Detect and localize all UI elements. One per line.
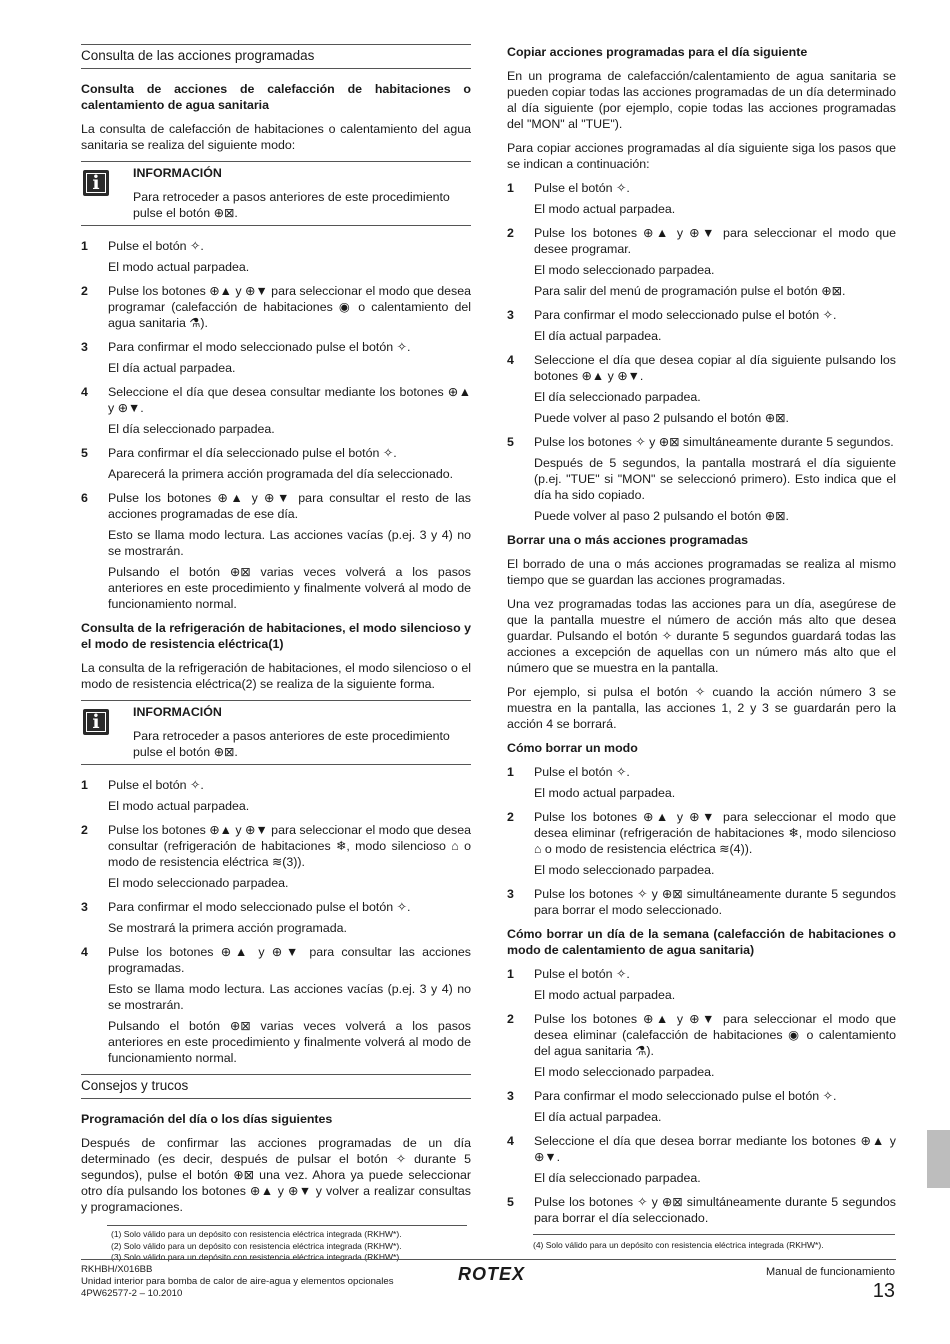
footnote: (1) Solo válido para un depósito con resistencia eléctrica integrada (RKHW*). bbox=[111, 1229, 402, 1239]
step-number: 3 bbox=[507, 1089, 514, 1103]
step-item bbox=[81, 238, 471, 275]
step-text: Pulse los botones ⊕▲ y ⊕▼ para consultar las acciones programadas. bbox=[108, 945, 471, 975]
step-number: 2 bbox=[81, 284, 88, 298]
step-number: 3 bbox=[507, 308, 514, 322]
step-text: Pulse los botones ⊕▲ y ⊕▼ para seleccionar el modo que desea consultar (refrigeración de habitaciones ❄, modo silencioso ⌂ o modo de resistencia eléctrica ≋(3)). bbox=[108, 823, 471, 869]
footnote: (3) Solo válido para un depósito con resistencia eléctrica integrada (RKHW*). bbox=[111, 1252, 402, 1262]
step-text: El modo actual parpadea. bbox=[534, 786, 676, 800]
step-text: Seleccione el día que desea borrar mediante los botones ⊕▲ y ⊕▼. bbox=[534, 1134, 896, 1164]
info-icon: i bbox=[83, 170, 109, 196]
step-text: Esto se llama modo lectura. Las acciones vacías (p.ej. 3 y 4) no se mostrarán. bbox=[108, 528, 471, 558]
step-list bbox=[507, 180, 896, 524]
step-number: 1 bbox=[81, 778, 88, 792]
step-text: Seleccione el día que desea consultar mediante los botones ⊕▲ y ⊕▼. bbox=[108, 385, 471, 415]
subheading: Consulta de la refrigeración de habitaciones, el modo silencioso y el modo de resistencia eléctrica(1) bbox=[81, 621, 471, 651]
step-list bbox=[507, 966, 896, 1226]
step-text: Seleccione el día que desea copiar al día siguiente pulsando los botones ⊕▲ y ⊕▼. bbox=[534, 353, 896, 383]
info-box bbox=[81, 700, 471, 765]
footer-info bbox=[81, 1264, 394, 1300]
step-text: Pulse el botón ✧. bbox=[108, 239, 204, 253]
step-text: Esto se llama modo lectura. Las acciones vacías (p.ej. 3 y 4) no se mostrarán. bbox=[108, 982, 471, 1012]
step-number: 1 bbox=[81, 239, 88, 253]
step-item bbox=[507, 764, 896, 801]
step-text: El modo seleccionado parpadea. bbox=[534, 1065, 715, 1079]
page-number: 13 bbox=[872, 1280, 895, 1302]
step-list bbox=[507, 764, 896, 918]
info-title: INFORMACIÓN bbox=[133, 705, 222, 719]
page-tab-marker bbox=[927, 1130, 950, 1188]
document-code: 4PW62577-2 – 10.2010 bbox=[81, 1288, 183, 1299]
info-title: INFORMACIÓN bbox=[133, 166, 222, 180]
step-text: Pulse el botón ✧. bbox=[534, 181, 630, 195]
step-number: 3 bbox=[81, 900, 88, 914]
paragraph: Para copiar acciones programadas al día siguiente siga los pasos que se indican a continuación: bbox=[507, 141, 896, 171]
step-text: El día seleccionado parpadea. bbox=[108, 422, 275, 436]
step-number: 5 bbox=[507, 435, 514, 449]
paragraph: En un programa de calefacción/calentamiento de agua sanitaria se pueden copiar todas las acciones programadas de un día determinado al día siguiente (por ejemplo, copie todas las acciones programadas del "MON" al "TUE"). bbox=[507, 69, 896, 131]
step-text: Pulse los botones ⊕▲ y ⊕▼ para consultar el resto de las acciones programadas de ese día. bbox=[108, 491, 471, 521]
step-item bbox=[507, 886, 896, 918]
subheading: Cómo borrar un día de la semana (calefacción de habitaciones o modo de calentamiento de agua sanitaria) bbox=[507, 927, 896, 957]
footer-right bbox=[765, 1264, 895, 1302]
product-description: Unidad interior para bomba de calor de aire-agua y elementos opcionales bbox=[81, 1276, 394, 1287]
step-text: El modo actual parpadea. bbox=[534, 202, 676, 216]
step-text: Pulse los botones ✧ y ⊕⊠ simultáneamente durante 5 segundos para borrar el modo seleccionado. bbox=[534, 887, 896, 917]
paragraph: El borrado de una o más acciones programadas se realiza al mismo tiempo que se guardan las acciones programadas. bbox=[507, 557, 896, 587]
step-item bbox=[507, 1088, 896, 1125]
left-column bbox=[81, 44, 471, 1264]
step-text: El modo seleccionado parpadea. bbox=[108, 876, 289, 890]
step-number: 5 bbox=[507, 1195, 514, 1209]
step-number: 1 bbox=[507, 181, 514, 195]
step-item bbox=[507, 1133, 896, 1186]
subheading: Copiar acciones programadas para el día siguiente bbox=[507, 45, 808, 59]
step-list bbox=[81, 777, 471, 1066]
step-item bbox=[507, 180, 896, 217]
paragraph: Por ejemplo, si pulsa el botón ✧ cuando la acción número 3 se muestra en la pantalla, las acciones 1, 2 y 3 se guardarán pero la acción 4 se borrará. bbox=[507, 685, 896, 731]
info-text: Para retroceder a pasos anteriores de este procedimiento pulse el botón ⊕⊠. bbox=[133, 190, 450, 220]
step-text: Pulse los botones ⊕▲ y ⊕▼ para seleccionar el modo que desea programar (calefacción de habitaciones ◉ o calentamiento del agua sanitaria ⚗). bbox=[108, 284, 471, 330]
step-text: El modo actual parpadea. bbox=[108, 260, 250, 274]
step-text: El día actual parpadea. bbox=[534, 1110, 662, 1124]
step-text: Para confirmar el modo seleccionado pulse el botón ✧. bbox=[108, 340, 411, 354]
step-text: El modo actual parpadea. bbox=[108, 799, 250, 813]
step-text: Pulse el botón ✧. bbox=[108, 778, 204, 792]
step-number: 5 bbox=[81, 446, 88, 460]
paragraph: La consulta de la refrigeración de habitaciones, el modo silencioso o el modo de resistencia eléctrica(2) se realiza de la siguiente forma. bbox=[81, 661, 471, 691]
step-number: 3 bbox=[507, 887, 514, 901]
step-number: 4 bbox=[507, 1134, 514, 1148]
step-text: Para confirmar el modo seleccionado pulse el botón ✧. bbox=[534, 1089, 837, 1103]
step-item bbox=[81, 283, 471, 331]
right-column bbox=[507, 44, 896, 1251]
step-text: El día seleccionado parpadea. bbox=[534, 1171, 701, 1185]
section-title: Consejos y trucos bbox=[81, 1074, 471, 1099]
footnote: (2) Solo válido para un depósito con resistencia eléctrica integrada (RKHW*). bbox=[111, 1240, 402, 1251]
step-item bbox=[81, 899, 471, 936]
step-text: El modo seleccionado parpadea. bbox=[534, 263, 715, 277]
step-text: Puede volver al paso 2 pulsando el botón ⊕⊠. bbox=[534, 509, 789, 523]
step-number: 1 bbox=[507, 967, 514, 981]
subheading: Borrar una o más acciones programadas bbox=[507, 533, 749, 547]
info-box bbox=[81, 161, 471, 226]
step-text: Puede volver al paso 2 pulsando el botón ⊕⊠. bbox=[534, 411, 789, 425]
step-text: Para confirmar el día seleccionado pulse el botón ✧. bbox=[108, 446, 397, 460]
step-number: 4 bbox=[507, 353, 514, 367]
step-number: 4 bbox=[81, 945, 88, 959]
rotex-logo: ROTEX bbox=[458, 1264, 526, 1284]
step-text: Pulsando el botón ⊕⊠ varias veces volverá a los pasos anteriores en este procedimiento y finalmente volverá al modo de funcionamiento normal. bbox=[108, 565, 471, 611]
step-text: Después de 5 segundos, la pantalla mostrará el día siguiente (p.ej. "TUE" si "MON" se seleccionó primero). Esto indica que el día ha sido copiado. bbox=[534, 456, 896, 502]
step-list bbox=[81, 238, 471, 612]
step-item bbox=[507, 966, 896, 1003]
step-text: Pulse los botones ✧ y ⊕⊠ simultáneamente durante 5 segundos para borrar el día seleccionado. bbox=[534, 1195, 896, 1225]
step-number: 3 bbox=[81, 340, 88, 354]
step-text: Pulsando el botón ⊕⊠ varias veces volverá a los pasos anteriores en este procedimiento y finalmente volverá al modo de funcionamiento normal. bbox=[108, 1019, 471, 1065]
step-item bbox=[81, 777, 471, 814]
step-text: El día seleccionado parpadea. bbox=[534, 390, 701, 404]
paragraph: Una vez programadas todas las acciones para un día, asegúrese de que la pantalla muestre el número de acción más alto que desea guardar. Pulsando el botón ✧ durante 5 segundos guardará todas las acciones a excepción de aquellas con un número más alto que el número que se muestra en la pantalla. bbox=[507, 597, 896, 675]
step-item bbox=[81, 822, 471, 891]
step-text: Pulse los botones ⊕▲ y ⊕▼ para seleccionar el modo que desea eliminar (calefacción de habitaciones ◉ o calentamiento del agua sanitaria ⚗). bbox=[534, 1012, 896, 1058]
step-text: Para salir del menú de programación pulse el botón ⊕⊠. bbox=[534, 284, 846, 298]
footer-divider bbox=[81, 1259, 896, 1260]
info-icon: i bbox=[83, 709, 109, 735]
paragraph: La consulta de calefacción de habitaciones o calentamiento del agua sanitaria se realiza del siguiente modo: bbox=[81, 122, 471, 152]
step-number: 2 bbox=[507, 810, 514, 824]
step-number: 2 bbox=[81, 823, 88, 837]
step-item bbox=[507, 225, 896, 299]
step-item bbox=[507, 307, 896, 344]
step-text: Para confirmar el modo seleccionado pulse el botón ✧. bbox=[108, 900, 411, 914]
step-item bbox=[81, 384, 471, 437]
manual-title: Manual de funcionamiento bbox=[765, 1266, 895, 1278]
footnote: (4) Solo válido para un depósito con resistencia eléctrica integrada (RKHW*). bbox=[533, 1234, 895, 1251]
info-text: Para retroceder a pasos anteriores de este procedimiento pulse el botón ⊕⊠. bbox=[133, 729, 450, 759]
step-text: El modo seleccionado parpadea. bbox=[534, 863, 715, 877]
step-number: 4 bbox=[81, 385, 88, 399]
step-item bbox=[81, 339, 471, 376]
step-number: 2 bbox=[507, 226, 514, 240]
step-item bbox=[81, 445, 471, 482]
step-item bbox=[81, 490, 471, 612]
step-text: Pulse los botones ⊕▲ y ⊕▼ para seleccionar el modo que desea eliminar (refrigeración de habitaciones ❄, modo silencioso ⌂ o modo de resistencia eléctrica ≋(4)). bbox=[534, 810, 896, 856]
footnotes bbox=[107, 1225, 467, 1264]
section-title: Consulta de las acciones programadas bbox=[81, 44, 471, 69]
step-item bbox=[81, 944, 471, 1066]
subheading: Cómo borrar un modo bbox=[507, 741, 638, 755]
step-text: Pulse los botones ✧ y ⊕⊠ simultáneamente durante 5 segundos. bbox=[534, 435, 894, 449]
step-text: Pulse los botones ⊕▲ y ⊕▼ para seleccionar el modo que desee programar. bbox=[534, 226, 896, 256]
step-number: 6 bbox=[81, 491, 88, 505]
step-item bbox=[507, 1011, 896, 1080]
step-text: Se mostrará la primera acción programada. bbox=[108, 921, 347, 935]
step-item bbox=[507, 1194, 896, 1226]
step-number: 2 bbox=[507, 1012, 514, 1026]
step-number: 1 bbox=[507, 765, 514, 779]
step-text: El modo actual parpadea. bbox=[534, 988, 676, 1002]
step-text: Pulse el botón ✧. bbox=[534, 765, 630, 779]
step-item bbox=[507, 434, 896, 524]
step-item bbox=[507, 809, 896, 878]
paragraph: Después de confirmar las acciones programadas de un día determinado (es decir, después de pulsar el botón ✧ durante 5 segundos), pulse el botón ⊕⊠ una vez. Ahora ya puede seleccionar otro día pulsando los botones ⊕▲ y ⊕▼ y volver a realizar consultas y programaciones. bbox=[81, 1136, 471, 1214]
subheading: Consulta de acciones de calefacción de habitaciones o calentamiento de agua sanitaria bbox=[81, 82, 471, 112]
step-text: El día actual parpadea. bbox=[534, 329, 662, 343]
step-text: Aparecerá la primera acción programada del día seleccionado. bbox=[108, 467, 454, 481]
step-text: El día actual parpadea. bbox=[108, 361, 236, 375]
step-text: Pulse el botón ✧. bbox=[534, 967, 630, 981]
step-text: Para confirmar el modo seleccionado pulse el botón ✧. bbox=[534, 308, 837, 322]
step-item bbox=[507, 352, 896, 426]
subheading: Programación del día o los días siguientes bbox=[81, 1112, 333, 1126]
model-code: RKHBH/X016BB bbox=[81, 1264, 153, 1275]
